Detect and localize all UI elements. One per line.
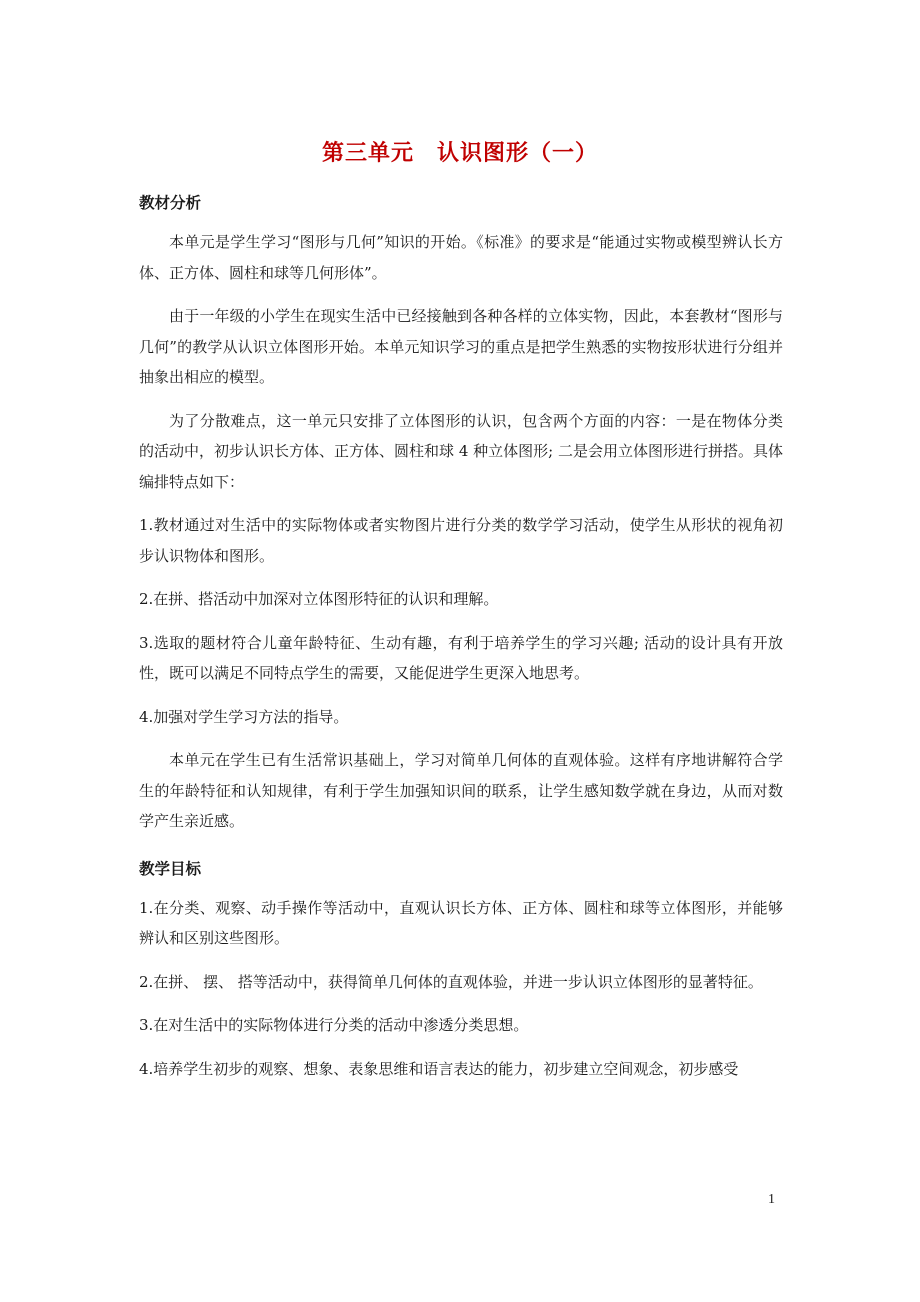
paragraph: 由于一年级的小学生在现实生活中已经接触到各种各样的立体实物，因此，本套教材“图形与几何”的教学从认识立体图形开始。本单元知识学习的重点是把学生熟悉的实物按形状进行分组并抽象出相应的模型。 bbox=[139, 307, 783, 386]
page-number: 1 bbox=[768, 1192, 775, 1207]
list-item: 2.在拼、 摆、 搭等活动中，获得简单几何体的直观体验，并进一步认识立体图形的显著特征。 bbox=[139, 972, 763, 991]
document-title: 第三单元 认识图形（一） bbox=[321, 141, 598, 166]
paragraph: 本单元是学生学习“图形与几何”知识的开始。《标准》的要求是“能通过实物或模型辨认长方体、正方体、圆柱和球等几何形体”。 bbox=[139, 233, 783, 282]
paragraph: 为了分散难点，这一单元只安排了立体图形的认识，包含两个方面的内容：一是在物体分类的活动中，初步认识长方体、正方体、圆柱和球 4 种立体图形; 二是会用立体图形进行拼搭。具体编排特点如下： bbox=[139, 411, 783, 491]
paragraph: 本单元在学生已有生活常识基础上，学习对简单几何体的直观体验。这样有序地讲解符合学生的年龄特征和认知规律，有利于学生加强知识间的联系，让学生感知数学就在身边，从而对数学产生亲近感。 bbox=[139, 751, 783, 830]
list-item: 4.加强对学生学习方法的指导。 bbox=[139, 707, 349, 726]
list-item: 1.在分类、观察、动手操作等活动中，直观认识长方体、正方体、圆柱和球等立体图形，并能够辨认和区别这些图形。 bbox=[139, 898, 783, 947]
list-item: 3.在对生活中的实际物体进行分类的活动中渗透分类思想。 bbox=[139, 1016, 529, 1034]
list-item: 3.选取的题材符合儿童年龄特征、生动有趣，有利于培养学生的学习兴趣; 活动的设计具有开放性，既可以满足不同特点学生的需要，又能促进学生更深入地思考。 bbox=[139, 633, 783, 682]
list-item: 1.教材通过对生活中的实际物体或者实物图片进行分类的数学学习活动，使学生从形状的视角初步认识物体和图形。 bbox=[139, 516, 783, 565]
section-heading-teaching-goals: 教学目标 bbox=[139, 859, 202, 878]
list-item: 2.在拼、搭活动中加深对立体图形特征的认识和理解。 bbox=[139, 590, 499, 608]
section-heading-textbook-analysis: 教材分析 bbox=[139, 194, 202, 212]
list-item: 4.培养学生初步的观察、想象、表象思维和语言表达的能力，初步建立空间观念，初步感受 bbox=[139, 1059, 739, 1078]
document-body bbox=[139, 189, 783, 1097]
